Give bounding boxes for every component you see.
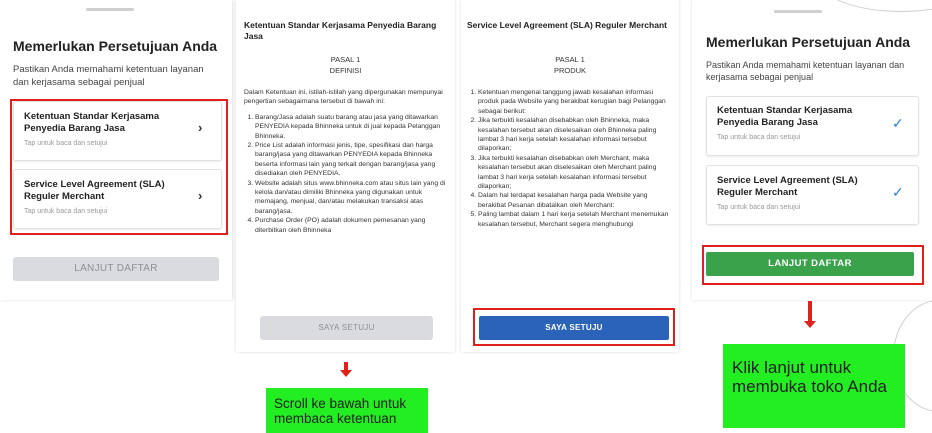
document-clause: 5. Paling lambat dalam 1 hari kerja setelah Merchant menemukan kesalahan tersebut, Merchant segera menghubungi (478, 210, 675, 229)
agree-button-disabled[interactable]: SAYA SETUJU (260, 316, 433, 340)
checkmark-icon: ✓ (892, 184, 904, 200)
agreement-card-title: Ketentuan Standar Kerjasama Penyedia Barang Jasa (717, 105, 853, 128)
document-clause: 3. Jika terbukti kesalahan disebabkan oleh Merchant, maka kesalahan tersebut akan diselesaikan oleh Merchant paling lambat 3 hari kerja setelah kesalahan informasi tersebut dilaporkan; (478, 154, 675, 192)
chevron-right-icon: › (198, 120, 203, 135)
document-clause: 4. Purchase Order (PO) adalah dokumen pemesanan yang diterbitkan oleh Bhinneka (255, 216, 450, 235)
document-scroll-body[interactable] (467, 88, 675, 303)
agreement-card-hint: Tap untuk baca dan setujui (24, 140, 108, 147)
document-clause: 4. Dalam hal terdapat kesalahan harga pada Website yang berakibat Pesanan dibatalkan oleh Merchant: (478, 191, 675, 210)
document-scroll-body[interactable] (244, 88, 450, 308)
instruction-note-continue: Klik lanjut untuk membuka toko Anda (723, 344, 905, 428)
agreement-card-hint: Tap untuk baca dan setujui (24, 208, 108, 215)
agreement-card-title: Ketentuan Standar Kerjasama Penyedia Barang Jasa (24, 111, 160, 134)
highlight-box-agreements (10, 99, 228, 235)
page-subtitle: Pastikan Anda memahami ketentuan layanan dan kerjasama sebagai penjual (706, 60, 905, 82)
page-subtitle: Pastikan Anda memahami ketentuan layanan dan kerjasama sebagai penjual (13, 64, 204, 88)
document-pasal: PASAL 1 (555, 55, 585, 64)
continue-register-button[interactable]: LANJUT DAFTAR (706, 252, 914, 276)
document-standard-agreement (236, 0, 455, 352)
agreement-card-title: Service Level Agreement (SLA) Reguler Merchant (24, 179, 165, 202)
agreement-card-standard[interactable] (706, 96, 919, 156)
document-title: Service Level Agreement (SLA) Reguler Merchant (467, 20, 667, 30)
red-arrow-down-icon (808, 301, 812, 322)
agreement-card-sla[interactable] (706, 165, 919, 225)
red-arrow-down-icon (340, 370, 352, 377)
document-intro: Dalam Ketentuan ini, istilah-istilah yang dipergunakan mempunyai pengertian sebagaimana tersebut di bawah ini: (244, 89, 443, 106)
agree-button[interactable]: SAYA SETUJU (479, 316, 669, 340)
highlight-box-agree-button (473, 308, 675, 346)
document-clause: 1. Ketentuan mengenai tanggung jawab kesalahan informasi produk pada Website yang berakibat kerugian bagi Pelanggan sebagai berikut: (478, 88, 675, 116)
sheet-drag-handle[interactable] (774, 10, 822, 13)
page-title: Memerlukan Persetujuan Anda (706, 34, 911, 50)
red-arrow-down-icon (804, 321, 816, 328)
document-pasal: PASAL 1 (330, 55, 361, 64)
document-clause: 2. Jika terbukti kesalahan disebabkan oleh Bhinneka, maka kesalahan tersebut akan diselesaikan oleh Bhinneka paling lambat 3 hari kerja setelah kesalahan informasi tersebut dilaporkan; (478, 116, 675, 154)
document-section-heading: DEFINISI (329, 66, 362, 75)
chevron-right-icon: › (198, 188, 203, 203)
instruction-note-scroll: Scroll ke bawah untuk membaca ketentuan (266, 388, 428, 433)
checkmark-icon: ✓ (892, 115, 904, 131)
agreement-card-title: Service Level Agreement (SLA) Reguler Merchant (717, 175, 858, 198)
document-clause: 3. Website adalah situs www.bhinneka.com atau situs lain yang di kelola dan/atau dimiliki Bhinneka yang digunakan untuk memajang, menjual, dan/atau melakukan transaksi atas barang/jasa. (255, 179, 450, 217)
document-clause: 2. Price List adalah informasi jenis, tipe, spesifikasi dan harga barang/jasa yang ditawarkan PENYEDIA kepada Bhinneka beserta informasi lain yang terkait dengan barang/jasa yang disediakan oleh PENYEDIA. (255, 141, 450, 179)
document-title: Ketentuan Standar Kerjasama Penyedia Barang Jasa (244, 20, 437, 41)
sheet-drag-handle[interactable] (86, 8, 134, 11)
highlight-box-continue-button (702, 245, 924, 285)
page-title: Memerlukan Persetujuan Anda (13, 38, 218, 54)
continue-register-button-disabled[interactable]: LANJUT DAFTAR (13, 257, 219, 281)
document-section-heading: PRODUK (553, 66, 587, 75)
agreement-card-hint: Tap untuk baca dan setujui (717, 204, 801, 211)
document-clause: 1. Barang/Jasa adalah suatu barang atau jasa yang ditawarkan PENYEDIA kepada Bhinneka untuk di jual kepada Pelanggan Bhinneka. (255, 113, 450, 141)
agreement-card-hint: Tap untuk baca dan setujui (717, 134, 801, 141)
document-sla (461, 0, 679, 352)
